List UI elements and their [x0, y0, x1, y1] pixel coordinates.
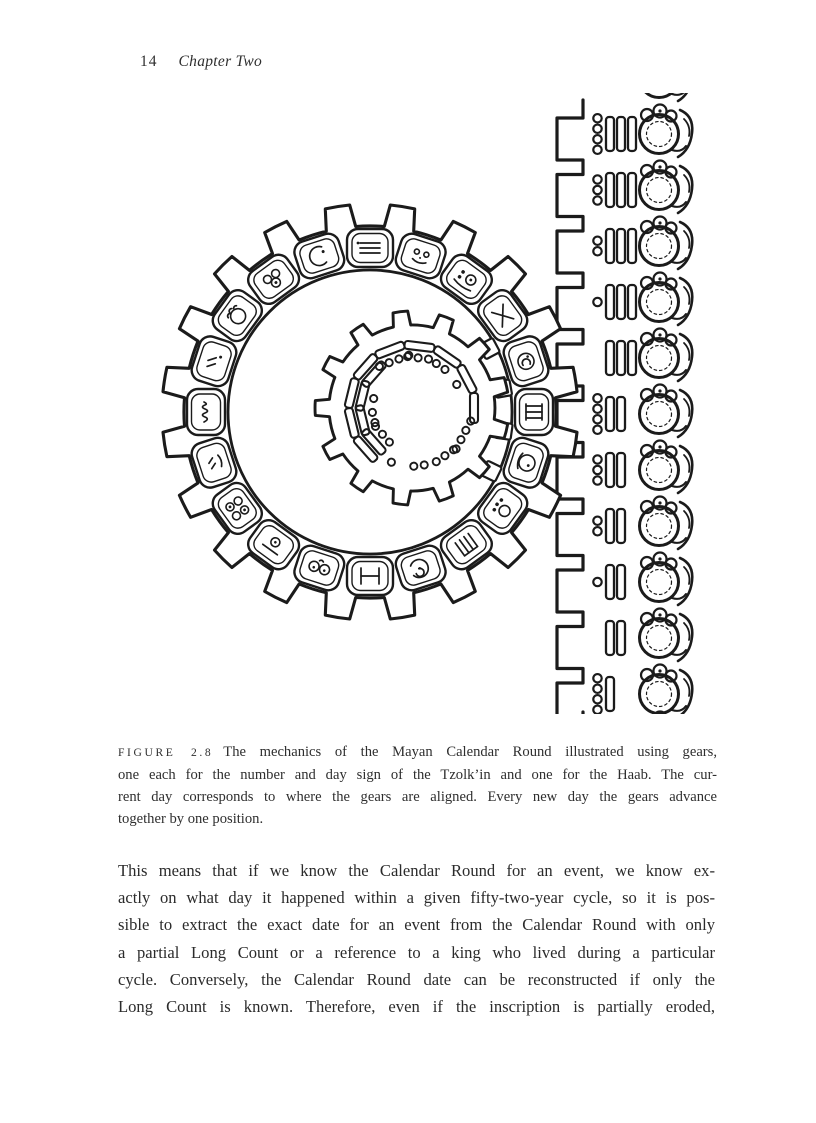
- tzolkin-day-sign-gear: [163, 205, 577, 619]
- day-sign-cartouche-dots-face: [474, 479, 532, 539]
- body-paragraph: [118, 857, 715, 1020]
- haab-month-glyph: [640, 497, 693, 550]
- day-sign-cartouche-h-bench: [347, 557, 393, 595]
- maya-numeral: [370, 339, 413, 371]
- haab-row: [593, 105, 692, 158]
- day-sign-cartouche-plain-face: [189, 435, 239, 490]
- haab-month-glyph: [640, 441, 693, 494]
- maya-numeral: [593, 394, 625, 434]
- day-sign-cartouche-spots-face: [437, 250, 497, 308]
- day-sign-cartouche-trefoil-face: [244, 250, 304, 308]
- haab-row: [593, 553, 692, 606]
- maya-numeral: [593, 674, 614, 714]
- day-sign-cartouche-slash-face: [189, 334, 239, 389]
- haab-month-glyph: [640, 217, 693, 270]
- maya-numeral: [451, 416, 475, 454]
- day-sign-cartouche-lines-box: [347, 229, 393, 267]
- maya-numeral: [593, 114, 636, 154]
- day-sign-cartouche-bar-face: [244, 516, 304, 574]
- haab-row: [606, 609, 692, 662]
- maya-numeral: [353, 353, 387, 388]
- day-sign-cartouche-hook-face: [501, 334, 551, 389]
- maya-numeral: [431, 445, 458, 467]
- caption-text: The mechanics of the Mayan Calendar Round illustrated using gears,: [223, 744, 717, 760]
- day-sign-cartouche-paw-face: [208, 286, 266, 346]
- maya-numeral: [344, 402, 380, 438]
- maya-numeral: [426, 345, 462, 378]
- haab-month-glyph: [640, 161, 693, 214]
- maya-numeral: [353, 421, 395, 463]
- maya-numeral: [470, 393, 478, 423]
- body-line: a partial Long Count or a reference to a king who lived during a particular: [118, 942, 715, 962]
- caption-line: together by one position.: [118, 811, 264, 827]
- body-line: Long Count is known. Therefore, even if the inscription is partially eroded,: [118, 997, 715, 1017]
- caption-line: [118, 741, 717, 764]
- maya-numeral: [593, 285, 636, 319]
- maya-numeral: [606, 621, 625, 655]
- body-line: cycle. Conversely, the Calendar Round date can be reconstructed if only the: [118, 969, 715, 989]
- day-sign-cartouche-profile-face: [501, 435, 551, 490]
- haab-row: [593, 161, 692, 214]
- figure-label: FIGURE 2.8: [118, 746, 214, 759]
- haab-month-glyph: [640, 665, 693, 718]
- maya-numeral: [387, 458, 396, 467]
- haab-month-glyph: [640, 105, 693, 158]
- haab-month-glyph: [640, 553, 693, 606]
- caption-line: one each for the number and day sign of the Tzolk’in and one for the Haab. The cur-: [118, 767, 717, 783]
- maya-numeral: [606, 341, 636, 375]
- caption-line: rent day corresponds to where the gears are aligned. Every new day the gears advance: [118, 789, 717, 805]
- day-sign-cartouche-crescent: [292, 231, 347, 281]
- maya-numeral: [447, 364, 478, 399]
- day-sign-cartouche-grid-box: [437, 516, 497, 574]
- haab-gear-rack: [557, 100, 583, 725]
- day-sign-cartouche-swirl-face: [393, 543, 448, 593]
- haab-row: [593, 497, 692, 550]
- maya-numeral: [593, 509, 625, 543]
- body-line: This means that if we know the Calendar Round for an event, we know ex-: [118, 861, 715, 880]
- running-header: [140, 53, 262, 71]
- body-line: actly on what day it happened within a given fifty-two-year cycle, so it is pos-: [118, 888, 715, 908]
- day-sign-cartouche-dot-face: [393, 231, 448, 281]
- maya-numeral: [403, 341, 435, 364]
- tzolkin-number-gear: [315, 311, 508, 505]
- maya-numeral: [410, 461, 428, 470]
- haab-month-glyph: [640, 49, 693, 102]
- maya-numeral: [344, 378, 380, 414]
- day-sign-cartouche-twin-face: [292, 543, 347, 593]
- chapter-title: Chapter Two: [178, 53, 263, 70]
- haab-row: [606, 329, 692, 382]
- day-sign-cartouche-w-glyph: [187, 389, 225, 435]
- page-number: 14: [140, 53, 158, 70]
- maya-numeral: [593, 173, 636, 207]
- maya-numeral: [593, 453, 625, 487]
- haab-month-glyph: [640, 329, 693, 382]
- body-line: sible to extract the exact date for an event from the Calendar Round with only: [118, 915, 715, 935]
- day-sign-cartouche-x-cross: [474, 286, 532, 346]
- haab-row: [593, 273, 692, 326]
- day-sign-cartouche-quad-dots: [208, 479, 266, 539]
- day-sign-cartouche-bracket-grid: [515, 389, 553, 435]
- maya-numeral: [593, 229, 636, 263]
- haab-row: [593, 665, 692, 718]
- haab-month-glyph: [640, 385, 693, 438]
- haab-glyph-column: [593, 49, 692, 765]
- maya-numeral: [593, 565, 625, 599]
- haab-row: [593, 217, 692, 270]
- haab-row: [593, 385, 692, 438]
- haab-month-glyph: [640, 609, 693, 662]
- haab-month-glyph: [640, 273, 693, 326]
- figure-caption: [118, 741, 717, 830]
- haab-row: [593, 441, 692, 494]
